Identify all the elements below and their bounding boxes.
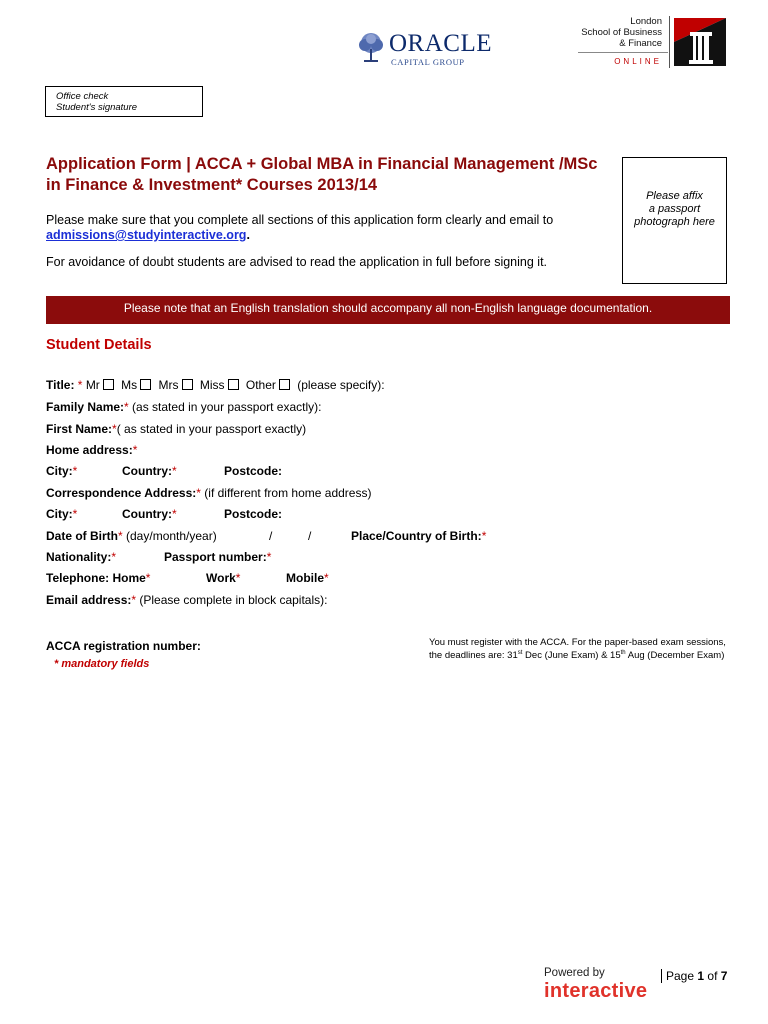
current-page: 1 — [697, 969, 705, 983]
telephone-row — [46, 571, 150, 585]
of-word: of — [707, 969, 718, 983]
title-row — [46, 378, 385, 392]
miss-checkbox[interactable] — [228, 379, 239, 390]
family-name-note: (as stated in your passport exactly): — [132, 400, 322, 414]
postcode-label: Postcode: — [224, 507, 283, 521]
dob-slash-1: / — [269, 529, 273, 543]
acca-deadline-note — [429, 637, 729, 661]
required-mark: * — [118, 529, 123, 543]
note-sup-1: st — [517, 650, 523, 656]
first-name-label: First Name: — [46, 422, 113, 436]
lsbf-column-icon — [672, 16, 728, 68]
intro-paragraph — [46, 213, 606, 243]
city-label: City: — [46, 464, 73, 478]
intro-text: Please make sure that you complete all sections of this application form clearly and email to — [46, 213, 554, 227]
mr-option-label: Mr — [85, 378, 100, 392]
office-check-box — [45, 86, 203, 117]
email-note: (Please complete in block capitals): — [139, 593, 328, 607]
place-of-birth-label: Place/Country of Birth: — [351, 529, 482, 543]
lsbf-vertical-divider — [669, 16, 670, 68]
required-mark: * — [72, 464, 78, 478]
country-label: Country: — [122, 464, 172, 478]
required-mark: * — [131, 593, 137, 607]
ms-option-label: Ms — [121, 378, 138, 392]
mandatory-fields-note: * mandatory fields — [54, 658, 150, 670]
required-mark: * — [132, 443, 138, 457]
ms-checkbox[interactable] — [140, 379, 151, 390]
nationality-label: Nationality: — [46, 550, 112, 564]
title-label: Title: — [46, 378, 75, 392]
note-part-b: Dec (June Exam) & 15 — [522, 650, 621, 662]
photo-line-3: photograph here — [634, 216, 715, 228]
required-mark: * — [77, 378, 83, 392]
form-title: Application Form | ACCA + Global MBA in Financial Management /MSc in Finance & Investment* Courses 2013/14 — [46, 155, 598, 194]
first-name-note: ( as stated in your passport exactly) — [116, 422, 307, 436]
required-mark: * — [481, 529, 487, 543]
required-mark: * — [196, 486, 201, 500]
office-check-label: Office check — [56, 91, 109, 102]
please-specify-note: (please specify): — [297, 378, 385, 392]
corr-country-field — [122, 507, 177, 521]
dob-slash-2: / — [308, 529, 312, 543]
home-postcode-field — [224, 464, 282, 478]
mrs-option-label: Mrs — [158, 378, 179, 392]
telephone-mobile-label: Mobile — [286, 571, 324, 585]
required-mark: * — [124, 400, 129, 414]
telephone-home-label: Telephone: Home — [46, 571, 146, 585]
oracle-tree-icon — [356, 32, 386, 66]
required-mark: * — [172, 464, 177, 478]
place-of-birth-field — [351, 529, 486, 543]
required-mark: * — [145, 571, 151, 585]
interactive-logo-text: interactive — [544, 980, 648, 1002]
admissions-email-link[interactable]: admissions@studyinteractive.org — [46, 228, 247, 242]
corr-city-row — [46, 507, 77, 521]
note-part-c: Aug (December Exam) — [625, 650, 725, 662]
required-mark: * — [324, 571, 329, 585]
photo-line-2: a passport — [648, 203, 701, 215]
miss-option-label: Miss — [199, 378, 225, 392]
correspondence-address-label: Correspondence Address: — [46, 486, 197, 500]
intro-end: . — [246, 228, 250, 242]
nationality-row — [46, 550, 116, 564]
doubt-paragraph: For avoidance of doubt students are advised to read the application in full before signing it. — [46, 255, 548, 269]
required-mark: * — [266, 550, 272, 564]
postcode-label: Postcode: — [224, 464, 283, 478]
telephone-work-field — [206, 571, 240, 585]
country-label: Country: — [122, 507, 172, 521]
required-mark: * — [235, 571, 241, 585]
dob-row — [46, 529, 217, 543]
lsbf-online-label: ONLINE — [614, 57, 662, 66]
required-mark: * — [111, 550, 117, 564]
correspondence-note: (if different from home address) — [204, 486, 372, 500]
corr-postcode-field — [224, 507, 282, 521]
required-mark: * — [172, 507, 177, 521]
mrs-checkbox[interactable] — [182, 379, 193, 390]
oracle-logo-text: ORACLE — [389, 30, 492, 57]
home-country-field — [122, 464, 177, 478]
first-name-row — [46, 422, 306, 436]
note-sup-2: th — [620, 650, 626, 656]
home-city-row — [46, 464, 77, 478]
home-address-row — [46, 443, 137, 457]
lsbf-logo-text — [560, 16, 662, 49]
mr-checkbox[interactable] — [103, 379, 114, 390]
family-name-row — [46, 400, 321, 414]
student-details-heading: Student Details — [46, 337, 152, 353]
correspondence-address-row — [46, 486, 371, 500]
student-signature-label: Student's signature — [56, 102, 138, 113]
lsbf-line-2: School of Business — [581, 27, 662, 38]
telephone-mobile-field — [286, 571, 329, 585]
powered-by-label: Powered by — [544, 967, 605, 979]
other-option-label: Other — [245, 378, 276, 392]
city-label: City: — [46, 507, 73, 521]
oracle-logo-subtitle: CAPITAL GROUP — [391, 57, 465, 67]
lsbf-divider — [578, 52, 668, 53]
dob-label: Date of Birth — [46, 529, 118, 543]
passport-number-field — [164, 550, 271, 564]
email-row — [46, 593, 327, 607]
passport-number-label: Passport number: — [164, 550, 267, 564]
note-part-a: You must register with the ACCA. For the paper-based exam sessions, the deadlines are: 31 — [429, 637, 726, 662]
dob-format-note: (day/month/year) — [126, 529, 217, 543]
required-mark: * — [72, 507, 78, 521]
acca-registration-label: ACCA registration number: — [46, 639, 201, 653]
family-name-label: Family Name: — [46, 400, 125, 414]
telephone-work-label: Work — [206, 571, 236, 585]
translation-notice-banner: Please note that an English translation should accompany all non-English language documentation. — [46, 296, 730, 324]
other-checkbox[interactable] — [279, 379, 290, 390]
lsbf-line-1: London — [630, 16, 662, 27]
home-address-label: Home address: — [46, 443, 133, 457]
passport-photo-box — [622, 157, 727, 284]
photo-line-1: Please affix — [646, 190, 703, 202]
page-word: Page — [666, 969, 695, 983]
required-mark: * — [112, 422, 117, 436]
lsbf-line-3: & Finance — [619, 38, 662, 49]
total-pages: 7 — [720, 969, 728, 983]
page-number — [661, 969, 727, 983]
email-address-label: Email address: — [46, 593, 132, 607]
